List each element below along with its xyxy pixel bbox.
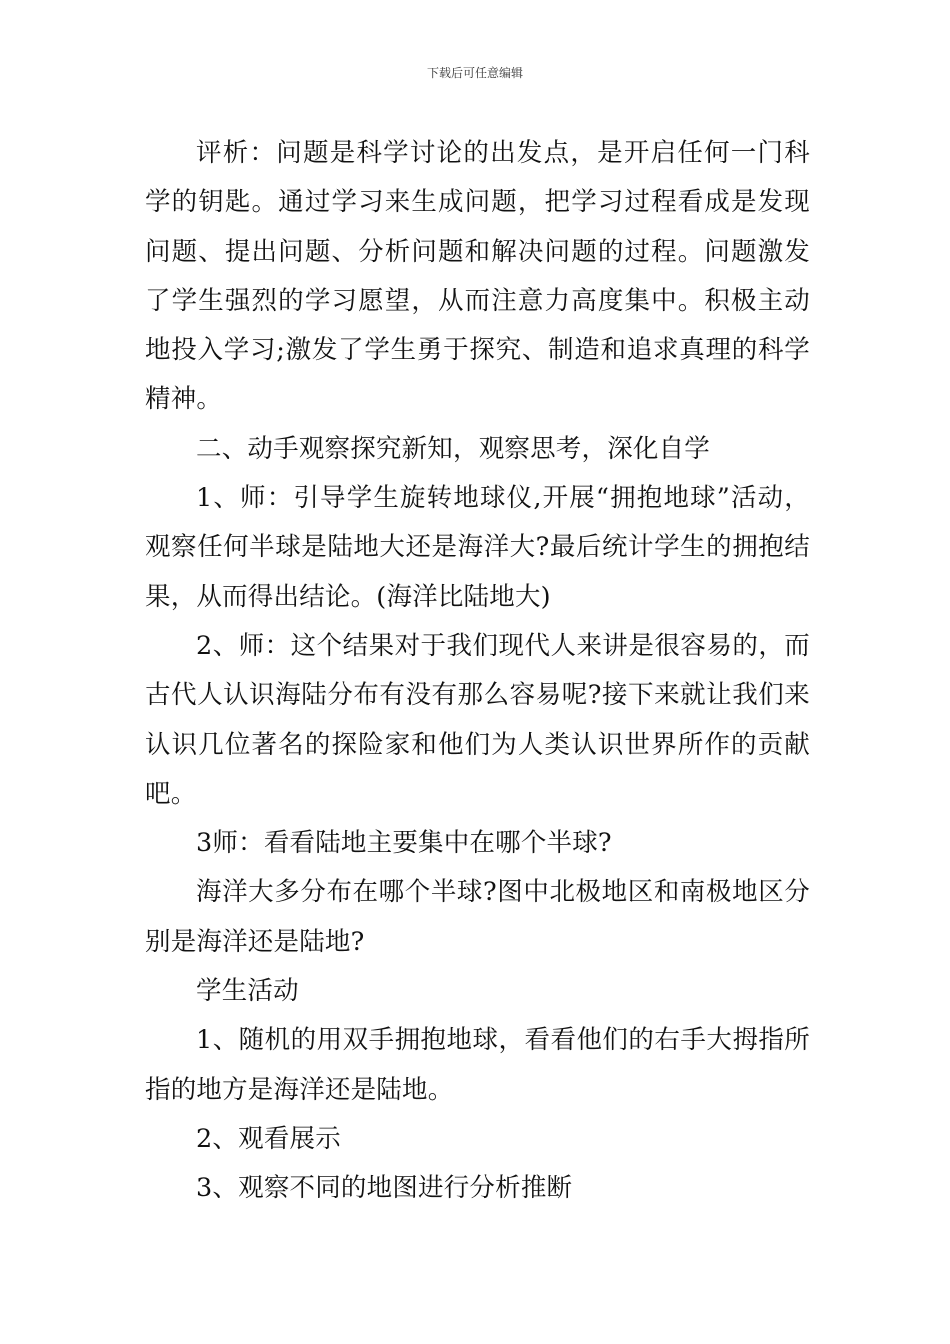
- paragraph-teacher-1: 1、师：引导学生旋转地球仪,开展“拥抱地球”活动，观察任何半球是陆地大还是海洋大?最后统计学生的拥抱结果，从而得出结论。(海洋比陆地大): [145, 483, 810, 612]
- paragraph-teacher-2: 2、师：这个结果对于我们现代人来讲是很容易的，而古代人认识海陆分布有没有那么容易呢?接下来就让我们来认识几位著名的探险家和他们为人类认识世界所作的贡献吧。: [145, 630, 810, 809]
- paragraph-student-1: 1、随机的用双手拥抱地球，看看他们的右手大拇指所指的地方是海洋还是陆地。: [145, 1025, 810, 1105]
- subheading-student-activity: 学生活动: [196, 976, 299, 1007]
- paragraph-teacher-3: 3师：看看陆地主要集中在哪个半球?: [196, 828, 612, 859]
- page-header: 下载后可任意编辑: [426, 66, 523, 80]
- paragraph-question: 海洋大多分布在哪个半球?图中北极地区和南极地区分别是海洋还是陆地?: [145, 877, 810, 957]
- section-heading-2: 二、动手观察探究新知，观察思考，深化自学: [196, 433, 711, 464]
- paragraph-student-2: 2、观看展示: [196, 1123, 341, 1154]
- paragraph-student-3: 3、观察不同的地图进行分析推断: [196, 1173, 573, 1204]
- paragraph-analysis: 评析：问题是科学讨论的出发点，是开启任何一门科学的钥匙。通过学习来生成问题，把学习过程看成是发现问题、提出问题、分析问题和解决问题的过程。问题激发了学生强烈的学习愿望，从而注意力高度集中。积极主动地投入学习;激发了学生勇于探究、制造和追求真理的科学精神。: [145, 138, 810, 415]
- document-body: [145, 129, 810, 1214]
